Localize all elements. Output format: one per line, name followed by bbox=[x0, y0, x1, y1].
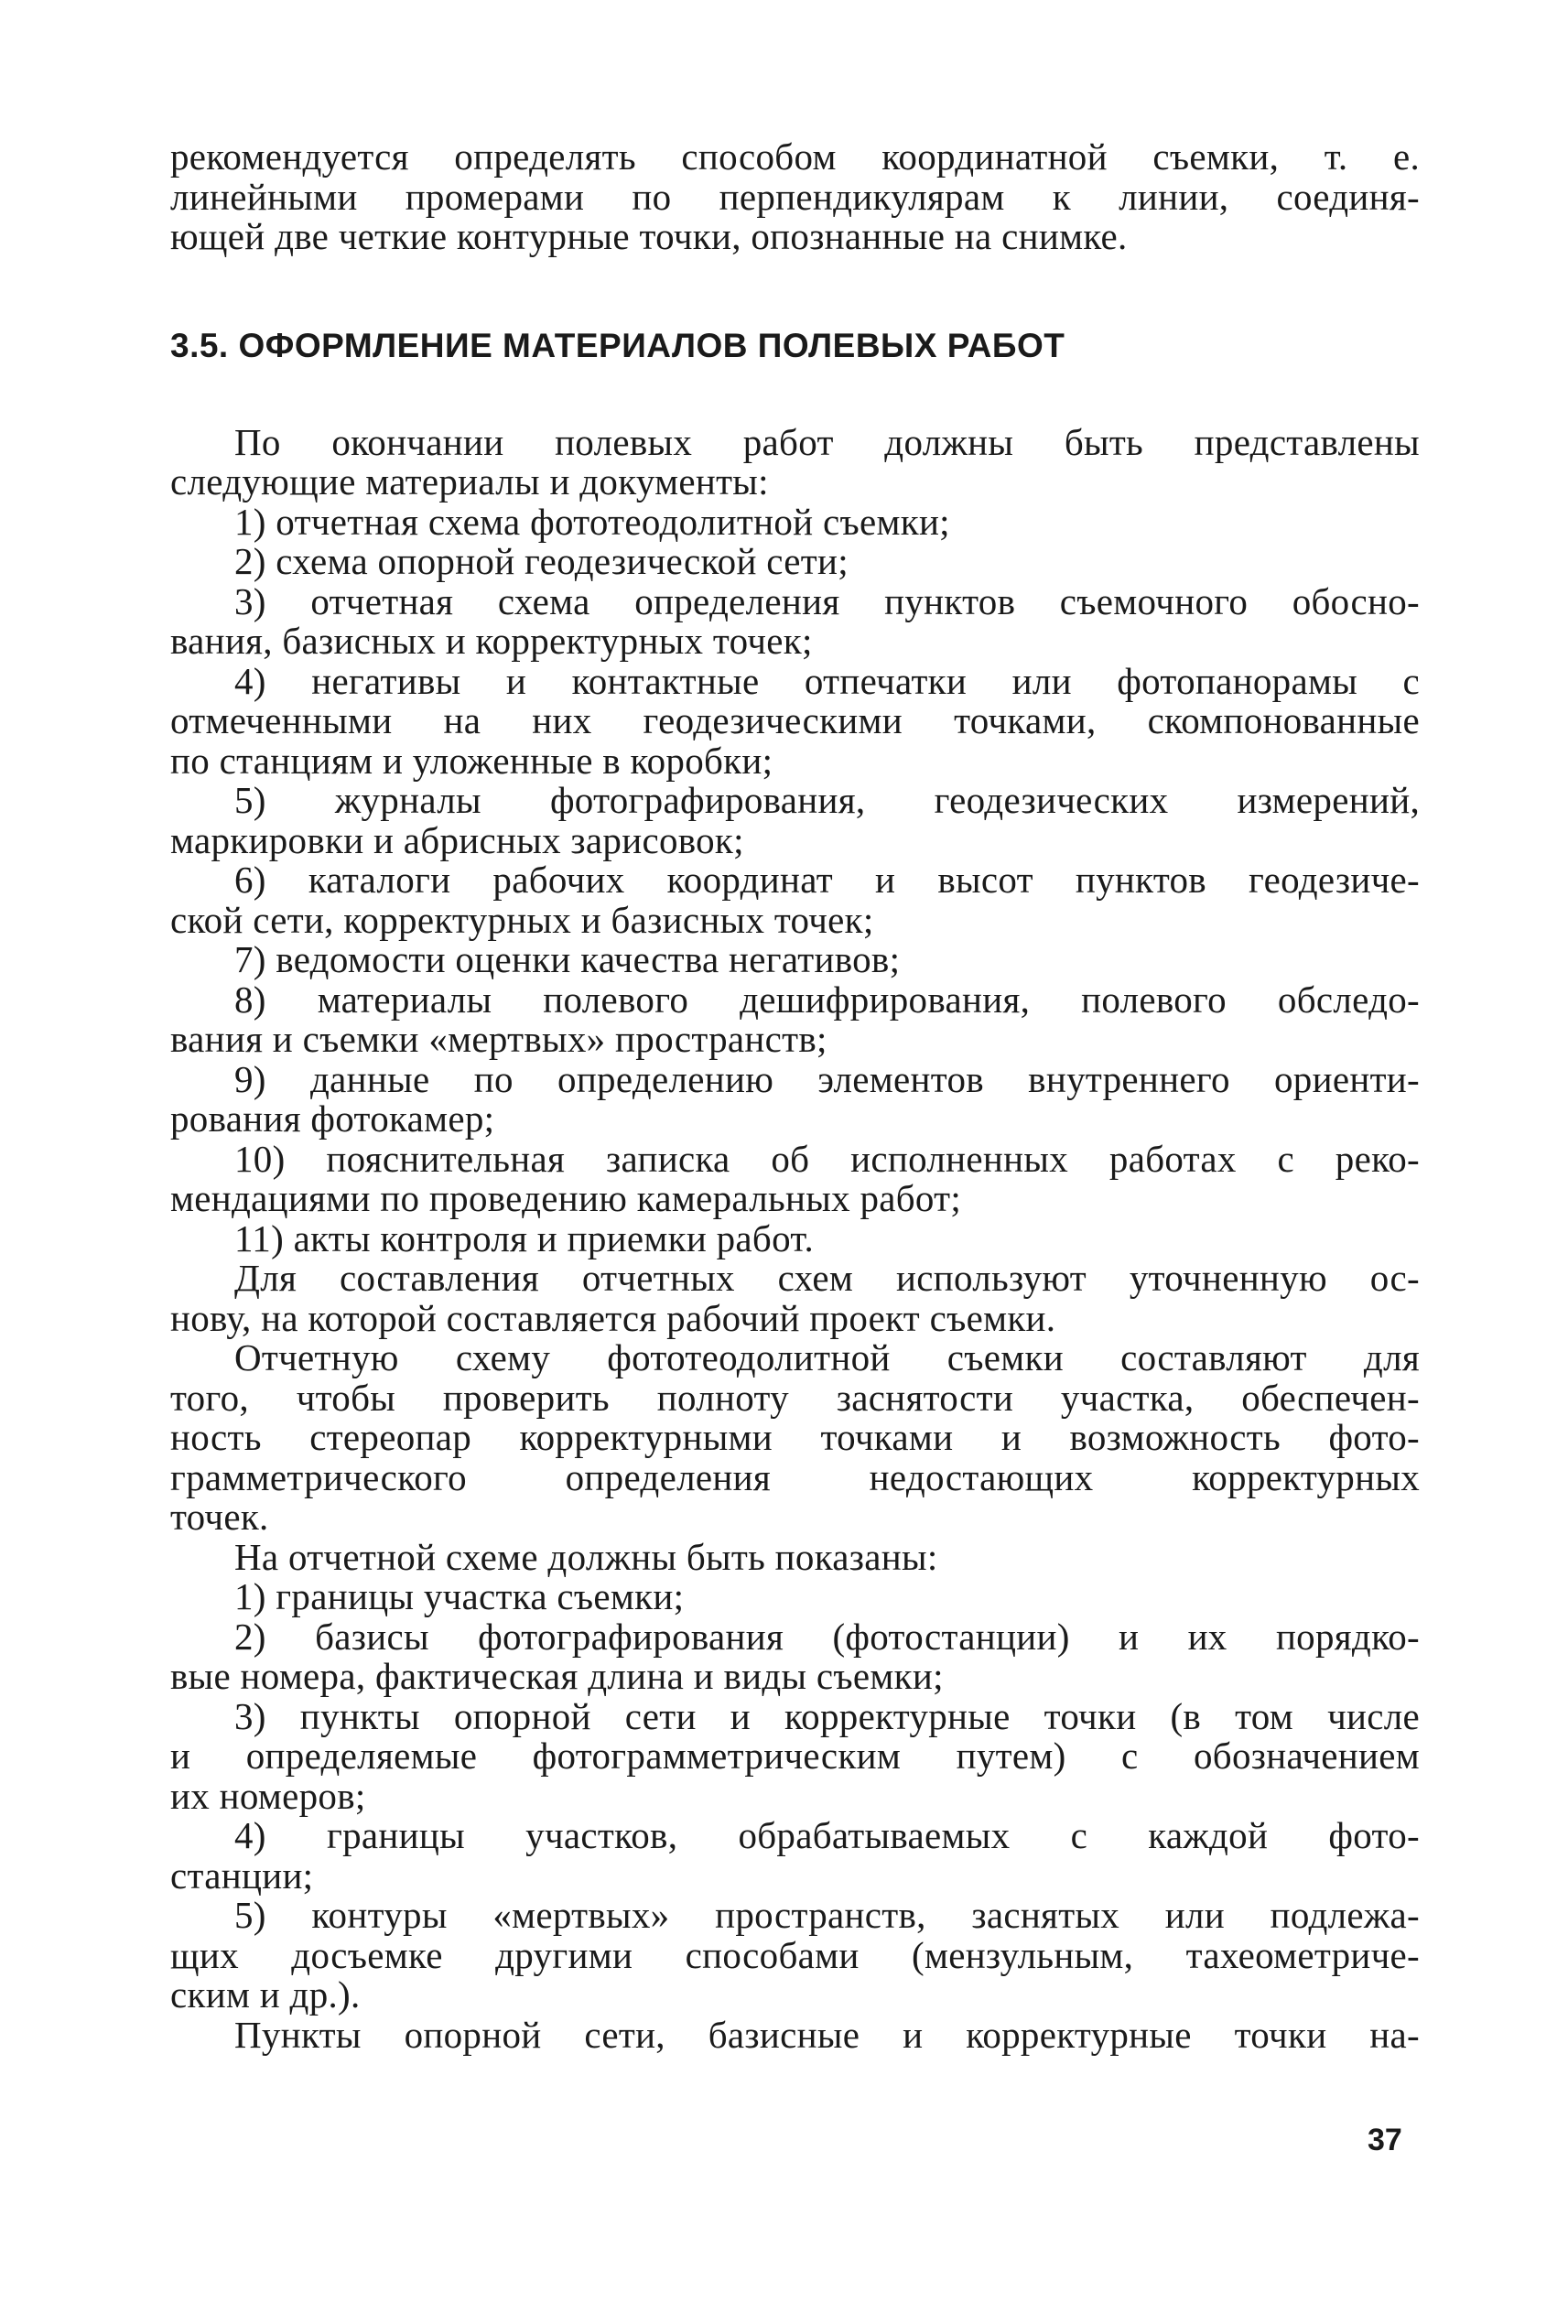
text-line: вания и съемки «мертвых» пространств; bbox=[170, 1018, 827, 1060]
list-item: 1) отчетная схема фототеодолитной съемки; bbox=[234, 500, 950, 543]
list-item: 3) пункты опорной сети и корректурные точки (в том числе bbox=[234, 1694, 1420, 1737]
text-line: грамметрического определения недостающих корректурных bbox=[170, 1455, 1420, 1498]
section-heading: 3.5. ОФОРМЛЕНИЕ МАТЕРИАЛОВ ПОЛЕВЫХ РАБОТ bbox=[170, 326, 1065, 364]
list-item: 4) негативы и контактные отпечатки или фотопанорамы с bbox=[234, 659, 1420, 702]
text-line: На отчетной схеме должны быть показаны: bbox=[234, 1535, 938, 1578]
text-line: щих досъемке другими способами (мензульным, тахеометриче- bbox=[170, 1933, 1420, 1976]
text-line: их номеров; bbox=[170, 1774, 366, 1817]
text-line: линейными промерами по перпендикулярам к линии, соединя- bbox=[170, 175, 1420, 218]
list-item: 5) журналы фотографирования, геодезических измерений, bbox=[234, 779, 1420, 821]
text-line: Для составления отчетных схем используют уточненную ос- bbox=[234, 1257, 1420, 1299]
list-item: 3) отчетная схема определения пунктов съемочного обосно- bbox=[234, 579, 1420, 622]
text-line: следующие материалы и документы: bbox=[170, 460, 769, 503]
list-item: 1) границы участка съемки; bbox=[234, 1575, 685, 1617]
text-line: и определяемые фотограмметрическим путем) с обозначением bbox=[170, 1735, 1420, 1777]
text-line: ским и др.). bbox=[170, 1973, 361, 2016]
text-line: по станциям и уложенные в коробки; bbox=[170, 739, 773, 782]
text-line: ющей две четкие контурные точки, опознанные на снимке. bbox=[170, 215, 1128, 257]
list-item: 8) материалы полевого дешифрирования, полевого обследо- bbox=[234, 978, 1420, 1021]
list-item: 2) базисы фотографирования (фотостанции) и их порядко- bbox=[234, 1615, 1420, 1658]
text-line: отмеченными на них геодезическими точками, скомпонованные bbox=[170, 699, 1420, 741]
intro-paragraph bbox=[170, 137, 1420, 257]
list-item: 7) ведомости оценки качества негативов; bbox=[234, 938, 901, 980]
section-body bbox=[170, 420, 1420, 2056]
text-line: рекомендуется определять способом координатной съемки, т. е. bbox=[170, 135, 1420, 178]
text-line: Пункты опорной сети, базисные и корректурные точки на- bbox=[234, 2013, 1420, 2056]
page-body bbox=[170, 137, 1420, 2055]
text-line: точек. bbox=[170, 1496, 269, 1538]
list-item: 9) данные по определению элементов внутреннего ориенти- bbox=[234, 1057, 1420, 1100]
text-line: ность стереопар корректурными точками и возможность фото- bbox=[170, 1416, 1420, 1458]
list-item: 11) акты контроля и приемки работ. bbox=[234, 1216, 815, 1259]
list-item: 10) пояснительная записка об исполненных работах с реко- bbox=[234, 1137, 1420, 1180]
text-line: станции; bbox=[170, 1854, 314, 1897]
text-line: мендациями по проведению камеральных работ; bbox=[170, 1177, 962, 1219]
text-line: ской сети, корректурных и базисных точек; bbox=[170, 898, 874, 941]
page-number: 37 bbox=[1368, 2123, 1402, 2157]
list-item: 6) каталоги рабочих координат и высот пунктов геодезиче- bbox=[234, 859, 1420, 901]
text-line: По окончании полевых работ должны быть представлены bbox=[234, 420, 1420, 463]
list-item: 4) границы участков, обрабатываемых с каждой фото- bbox=[234, 1814, 1420, 1856]
text-line: вания, базисных и корректурных точек; bbox=[170, 620, 813, 662]
list-item: 5) контуры «мертвых» пространств, заснятых или подлежа- bbox=[234, 1894, 1420, 1936]
text-line: вые номера, фактическая длина и виды съемки; bbox=[170, 1655, 944, 1697]
text-line: Отчетную схему фототеодолитной съемки составляют для bbox=[234, 1336, 1420, 1378]
text-line: того, чтобы проверить полноту заснятости участка, обеспечен- bbox=[170, 1376, 1420, 1419]
text-line: маркировки и абрисных зарисовок; bbox=[170, 818, 744, 861]
text-line: рования фотокамер; bbox=[170, 1097, 495, 1140]
list-item: 2) схема опорной геодезической сети; bbox=[234, 540, 849, 582]
text-line: нову, на которой составляется рабочий проект съемки. bbox=[170, 1296, 1056, 1339]
